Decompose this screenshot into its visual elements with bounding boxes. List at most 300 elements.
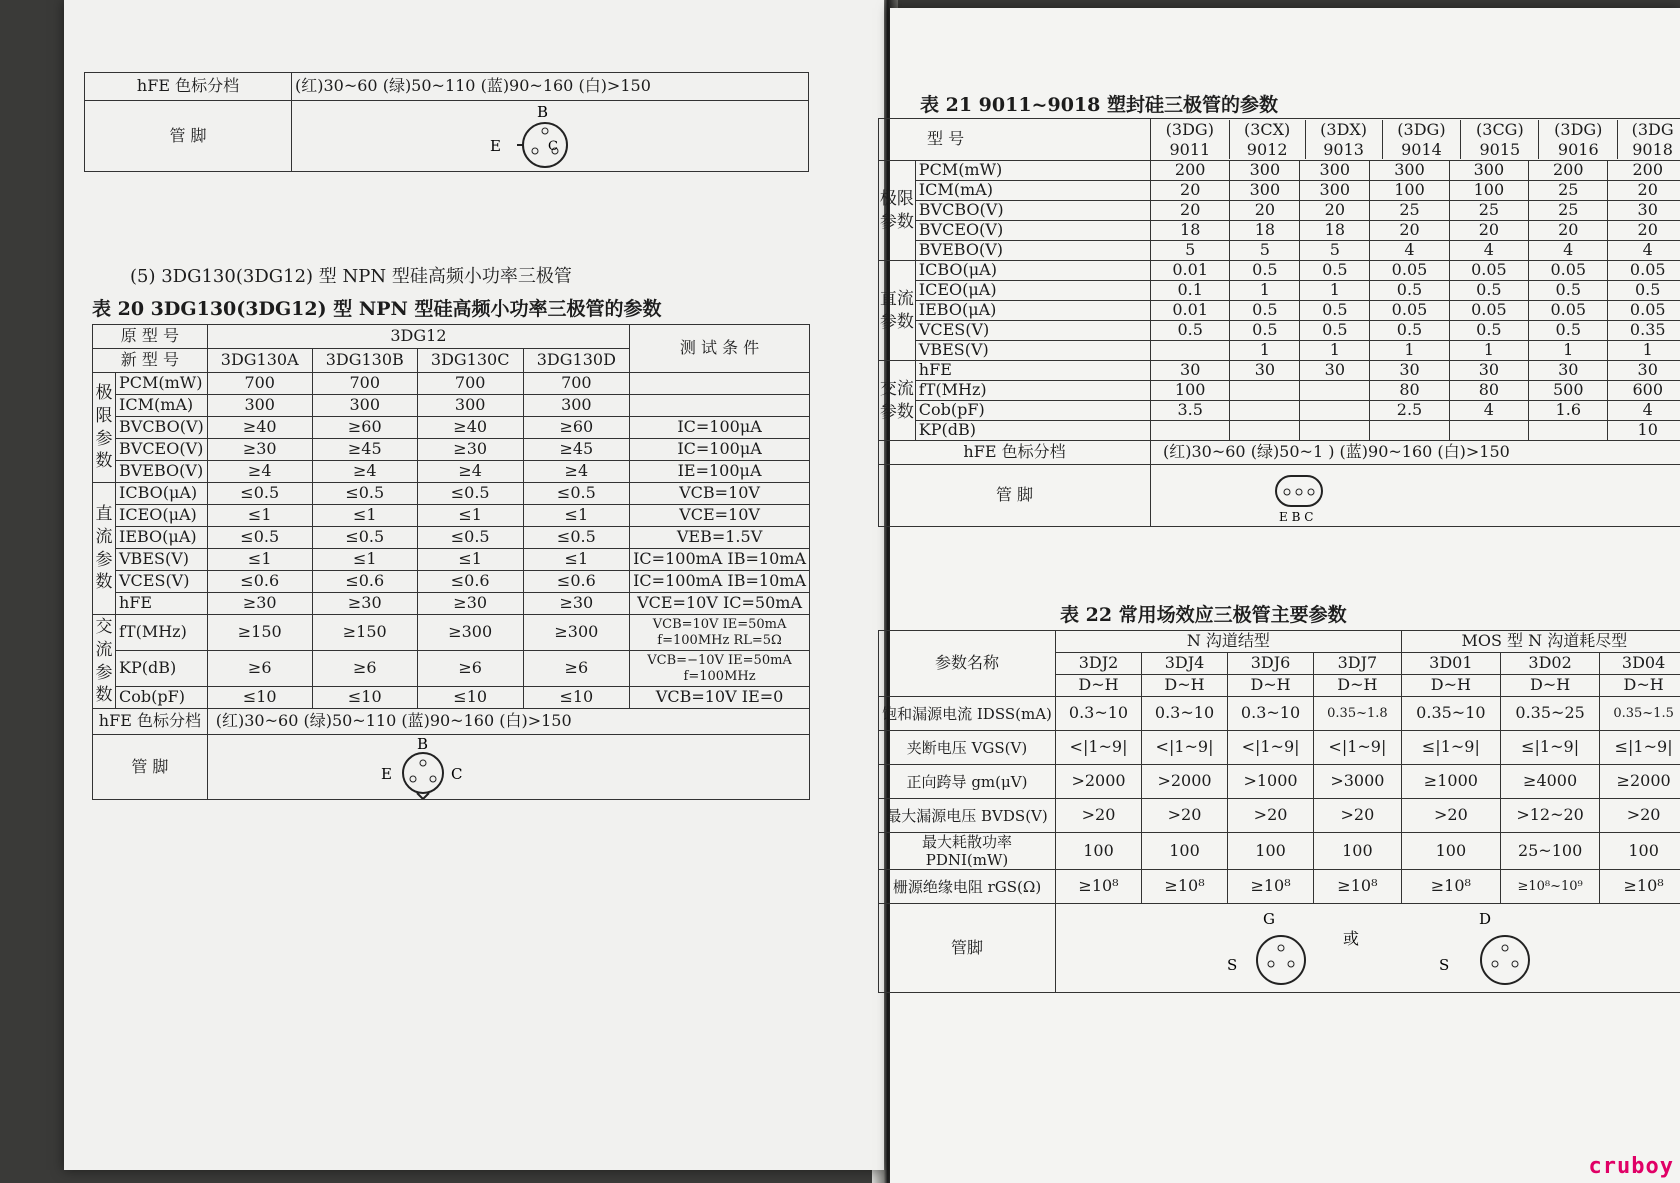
value-cell: 100 — [1600, 833, 1680, 870]
value-cell: >20 — [1056, 799, 1142, 833]
value-cell: ≤|1~9| — [1600, 731, 1680, 765]
value-cell: ≤|1~9| — [1500, 731, 1599, 765]
pin-d-label: D — [1479, 910, 1492, 928]
top-continuation-table — [84, 72, 809, 172]
value-cell: ≤0.6 — [312, 571, 417, 593]
param-cell: 正向跨导 gm(μV) — [879, 765, 1056, 799]
value-cell: 0.5 — [1449, 281, 1528, 301]
pin-s-label: S — [1227, 956, 1238, 974]
section-5-heading: (5) 3DG130(3DG12) 型 NPN 型硅高频小功率三极管 — [130, 266, 572, 287]
param-cell: fT(MHz) — [915, 381, 1150, 401]
value-cell: 4 — [1608, 241, 1680, 261]
band-cell: D~H — [1142, 675, 1228, 697]
param-cell: KP(dB) — [116, 651, 208, 687]
value-cell: 0.5 — [1300, 321, 1370, 341]
model-number: 9016 — [1557, 139, 1599, 159]
value-cell: 100 — [1449, 181, 1528, 201]
value-cell: 4 — [1608, 401, 1680, 421]
model-alt-name: (3DG) — [1554, 120, 1603, 140]
pin-diagram-table20 — [211, 735, 731, 799]
pin-s-label: S — [1439, 956, 1450, 974]
value-cell — [1529, 421, 1608, 441]
value-cell: 0.05 — [1370, 261, 1449, 281]
value-cell: 0.5 — [1529, 321, 1608, 341]
table-row — [93, 651, 810, 687]
condition-cell: VCB=10V IE=0 — [630, 687, 810, 709]
value-cell: 700 — [207, 373, 312, 395]
value-cell: 100 — [1151, 381, 1230, 401]
value-cell: ≤1 — [417, 549, 523, 571]
pins-label: 管 脚 — [85, 101, 292, 172]
value-cell: 0.5 — [1300, 301, 1370, 321]
value-cell: ≥30 — [417, 593, 523, 615]
band-cell: D~H — [1228, 675, 1314, 697]
value-cell — [1300, 381, 1370, 401]
or-label: 或 — [1343, 929, 1360, 948]
value-cell: 0.5 — [1230, 261, 1300, 281]
model-number: 9015 — [1479, 139, 1521, 159]
value-cell: ≥10⁸ — [1401, 870, 1500, 904]
condition-cell: VEB=1.5V — [630, 527, 810, 549]
table21-caption: 表 21 9011~9018 塑封硅三极管的参数 — [920, 94, 1278, 116]
condition-cell: VCB=10V IE=50mA f=100MHz RL=5Ω — [630, 615, 810, 651]
value-cell: 0.3~10 — [1056, 697, 1142, 731]
param-cell: BVCBO(V) — [915, 201, 1150, 221]
model-header — [1618, 120, 1680, 158]
model-number: 9014 — [1401, 139, 1442, 159]
param-cell: Cob(pF) — [116, 687, 208, 709]
value-cell: 1 — [1300, 281, 1370, 301]
table22-caption: 表 22 常用场效应三极管主要参数 — [1060, 604, 1347, 626]
condition-cell — [630, 373, 810, 395]
value-cell: ≥30 — [523, 593, 630, 615]
value-cell: 4 — [1370, 241, 1449, 261]
value-cell: ≥4 — [312, 461, 417, 483]
table22-body — [879, 697, 1680, 904]
value-cell: ≤1 — [312, 549, 417, 571]
value-cell: ≤0.5 — [523, 527, 630, 549]
value-cell: ≤0.5 — [312, 483, 417, 505]
old-model-label: 原 型 号 — [93, 325, 208, 349]
model-number: 9011 — [1169, 139, 1211, 159]
value-cell: ≤10 — [417, 687, 523, 709]
value-cell: 0.01 — [1151, 301, 1230, 321]
value-cell: 0.05 — [1529, 301, 1608, 321]
value-cell: 20 — [1608, 181, 1680, 201]
model-header: 3DG130C — [417, 349, 523, 373]
value-cell: <|1~9| — [1228, 731, 1314, 765]
value-cell: 200 — [1608, 161, 1680, 181]
condition-cell — [630, 395, 810, 417]
table-row — [879, 181, 1680, 201]
condition-cell: IE=100μA — [630, 461, 810, 483]
value-cell: 25 — [1529, 181, 1608, 201]
value-cell: 0.5 — [1300, 261, 1370, 281]
value-cell: 600 — [1608, 381, 1680, 401]
param-cell: IEBO(μA) — [915, 301, 1150, 321]
condition-cell: IC=100μA — [630, 417, 810, 439]
value-cell: <|1~9| — [1142, 731, 1228, 765]
value-cell: ≤1 — [523, 505, 630, 527]
table20 — [92, 324, 810, 800]
param-cell: PCM(mW) — [915, 161, 1150, 181]
model-alt-name: (3CX) — [1244, 120, 1291, 140]
value-cell: 2.5 — [1370, 401, 1449, 421]
value-cell — [1151, 341, 1230, 361]
section-label: 交流参数 — [879, 361, 916, 441]
value-cell: 300 — [1370, 161, 1449, 181]
param-cell: BVCEO(V) — [915, 221, 1150, 241]
param-cell: IEBO(μA) — [116, 527, 208, 549]
model-header — [1382, 120, 1461, 158]
value-cell: 0.05 — [1370, 301, 1449, 321]
value-cell: 700 — [417, 373, 523, 395]
value-cell: ≤0.5 — [417, 527, 523, 549]
value-cell: ≤1 — [523, 549, 630, 571]
table-row — [879, 381, 1680, 401]
hfe-values: (红)30~60 (绿)50~110 (蓝)90~160 (白)>150 — [207, 709, 809, 735]
value-cell: 0.5 — [1529, 281, 1608, 301]
value-cell: ≤0.6 — [523, 571, 630, 593]
value-cell: 10 — [1608, 421, 1680, 441]
value-cell: 30 — [1151, 361, 1230, 381]
table-row — [879, 361, 1680, 381]
value-cell: 0.05 — [1608, 301, 1680, 321]
value-cell: 0.5 — [1151, 321, 1230, 341]
group-mos: MOS 型 N 沟道耗尽型 — [1401, 631, 1680, 653]
model-header — [1461, 120, 1539, 158]
model-header: 3DJ7 — [1314, 653, 1402, 675]
value-cell: 0.5 — [1230, 321, 1300, 341]
table-row — [879, 697, 1680, 731]
value-cell: 18 — [1230, 221, 1300, 241]
table-row — [879, 401, 1680, 421]
model-header — [1305, 120, 1382, 158]
param-cell: ICEO(μA) — [116, 505, 208, 527]
param-cell: ICBO(μA) — [915, 261, 1150, 281]
value-cell: 100 — [1056, 833, 1142, 870]
model-alt-name: (3DX) — [1320, 120, 1368, 140]
value-cell: 0.1 — [1151, 281, 1230, 301]
value-cell: 1.6 — [1529, 401, 1608, 421]
value-cell: 1 — [1449, 341, 1528, 361]
table-row — [93, 505, 810, 527]
band-cell: D~H — [1600, 675, 1680, 697]
value-cell — [1449, 421, 1528, 441]
value-cell: ≥30 — [207, 593, 312, 615]
condition-cell: VCE=10V — [630, 505, 810, 527]
param-cell: hFE — [915, 361, 1150, 381]
value-cell: ≥10⁸ — [1056, 870, 1142, 904]
table-row — [93, 483, 810, 505]
value-cell: ≤0.6 — [417, 571, 523, 593]
model-header: 3DJ2 — [1056, 653, 1142, 675]
value-cell: 20 — [1529, 221, 1608, 241]
table-row — [879, 731, 1680, 765]
value-cell: 30 — [1529, 361, 1608, 381]
table-row — [93, 593, 810, 615]
value-cell: 100 — [1314, 833, 1402, 870]
table-row — [93, 615, 810, 651]
table-row — [879, 201, 1680, 221]
test-conditions-label: 测 试 条 件 — [630, 325, 810, 373]
hfe-label: hFE 色标分档 — [85, 73, 292, 101]
value-cell: ≥60 — [523, 417, 630, 439]
left-page — [64, 0, 884, 1170]
value-cell: >20 — [1401, 799, 1500, 833]
band-cell: D~H — [1401, 675, 1500, 697]
value-cell: >2000 — [1142, 765, 1228, 799]
table-row — [93, 571, 810, 593]
value-cell: 3.5 — [1151, 401, 1230, 421]
pin-diagram-table22 — [1059, 904, 1679, 992]
param-cell: VBES(V) — [915, 341, 1150, 361]
model-label: 型 号 — [879, 119, 1151, 161]
value-cell: 0.5 — [1230, 301, 1300, 321]
value-cell: 20 — [1370, 221, 1449, 241]
param-cell: BVCBO(V) — [116, 417, 208, 439]
value-cell: 0.5 — [1370, 281, 1449, 301]
value-cell: 18 — [1300, 221, 1370, 241]
model-number: 9018 — [1632, 139, 1673, 159]
table-row — [93, 373, 810, 395]
value-cell: 200 — [1151, 161, 1230, 181]
section-label: 直流参数 — [879, 261, 916, 361]
value-cell: 5 — [1230, 241, 1300, 261]
value-cell: 300 — [523, 395, 630, 417]
value-cell: 0.01 — [1151, 261, 1230, 281]
condition-cell: IC=100μA — [630, 439, 810, 461]
table-row — [879, 261, 1680, 281]
value-cell: 700 — [523, 373, 630, 395]
model-alt-name: (3CG) — [1476, 120, 1524, 140]
param-cell: 夹断电压 VGS(V) — [879, 731, 1056, 765]
pin-b-label: B — [537, 103, 549, 121]
param-cell: ICEO(μA) — [915, 281, 1150, 301]
value-cell: ≥30 — [417, 439, 523, 461]
param-cell: KP(dB) — [915, 421, 1150, 441]
value-cell: 300 — [312, 395, 417, 417]
value-cell: ≥300 — [417, 615, 523, 651]
value-cell: ≥1000 — [1401, 765, 1500, 799]
value-cell: 1 — [1529, 341, 1608, 361]
value-cell: 30 — [1300, 361, 1370, 381]
table-row — [879, 833, 1680, 870]
value-cell: ≤0.5 — [417, 483, 523, 505]
value-cell: 4 — [1449, 241, 1528, 261]
value-cell: 5 — [1151, 241, 1230, 261]
value-cell: 0.05 — [1449, 301, 1528, 321]
value-cell: ≥60 — [312, 417, 417, 439]
value-cell: ≥30 — [207, 439, 312, 461]
table20-caption: 表 20 3DG130(3DG12) 型 NPN 型硅高频小功率三极管的参数 — [92, 298, 662, 320]
value-cell: ≤0.5 — [207, 483, 312, 505]
value-cell: 0.35~1.8 — [1314, 697, 1402, 731]
condition-cell: VCB=−10V IE=50mA f=100MHz — [630, 651, 810, 687]
value-cell: ≥10⁸ — [1600, 870, 1680, 904]
value-cell: 0.05 — [1529, 261, 1608, 281]
value-cell: 1 — [1230, 281, 1300, 301]
pin-b-label: B — [416, 735, 428, 753]
param-cell: BVEBO(V) — [915, 241, 1150, 261]
value-cell: 300 — [1300, 181, 1370, 201]
value-cell: <|1~9| — [1056, 731, 1142, 765]
value-cell: ≥45 — [523, 439, 630, 461]
value-cell: 1 — [1608, 341, 1680, 361]
model-header: 3DG130D — [523, 349, 630, 373]
model-header — [1229, 120, 1305, 158]
value-cell: 20 — [1608, 221, 1680, 241]
band-cell: D~H — [1056, 675, 1142, 697]
value-cell: ≤0.5 — [523, 483, 630, 505]
hfe-values: (红)30~60 (绿)50~110 (蓝)90~160 (白)>150 — [292, 73, 809, 101]
model-header-row — [1151, 120, 1680, 158]
value-cell: 0.3~10 — [1228, 697, 1314, 731]
table-row — [93, 417, 810, 439]
pin-diagram-table21 — [1154, 466, 1354, 526]
value-cell: 20 — [1300, 201, 1370, 221]
old-model-value: 3DG12 — [207, 325, 629, 349]
value-cell: 1 — [1230, 341, 1300, 361]
value-cell: 0.5 — [1370, 321, 1449, 341]
value-cell: 20 — [1151, 181, 1230, 201]
param-cell: VCES(V) — [915, 321, 1150, 341]
value-cell: 1 — [1300, 341, 1370, 361]
pin-e-label: E — [490, 137, 501, 155]
value-cell: >12~20 — [1500, 799, 1599, 833]
table-row — [93, 527, 810, 549]
value-cell: 0.35~10 — [1401, 697, 1500, 731]
value-cell: ≥10⁸ — [1228, 870, 1314, 904]
table-row — [879, 301, 1680, 321]
value-cell: ≤1 — [207, 549, 312, 571]
param-cell: fT(MHz) — [116, 615, 208, 651]
hfe-label: hFE 色标分档 — [879, 441, 1151, 465]
table-row — [879, 161, 1680, 181]
value-cell: 80 — [1449, 381, 1528, 401]
table21 — [878, 118, 1680, 527]
value-cell: 100 — [1401, 833, 1500, 870]
value-cell: 100 — [1370, 181, 1449, 201]
param-cell: hFE — [116, 593, 208, 615]
model-header — [1539, 120, 1618, 158]
value-cell: >20 — [1314, 799, 1402, 833]
table-row — [879, 281, 1680, 301]
value-cell: ≤10 — [312, 687, 417, 709]
model-alt-name: (3DG — [1631, 120, 1674, 140]
value-cell: 300 — [1230, 161, 1300, 181]
pin-ebc-label: E B C — [1279, 509, 1314, 524]
value-cell: ≥6 — [417, 651, 523, 687]
table-row — [879, 221, 1680, 241]
value-cell: 18 — [1151, 221, 1230, 241]
group-n-junction: N 沟道结型 — [1056, 631, 1402, 653]
pin-g-label: G — [1263, 910, 1275, 928]
param-cell: ICM(mA) — [116, 395, 208, 417]
section-label: 直流参数 — [93, 483, 116, 615]
table22 — [878, 630, 1680, 993]
value-cell: ≥6 — [312, 651, 417, 687]
section-label: 极限参数 — [93, 373, 116, 483]
value-cell: 100 — [1142, 833, 1228, 870]
value-cell: ≥300 — [523, 615, 630, 651]
value-cell: 0.35 — [1608, 321, 1680, 341]
value-cell: ≥40 — [417, 417, 523, 439]
value-cell — [1230, 401, 1300, 421]
value-cell: 30 — [1449, 361, 1528, 381]
value-cell: ≤10 — [207, 687, 312, 709]
section-label: 交流参数 — [93, 615, 116, 709]
table-row — [93, 395, 810, 417]
value-cell — [1230, 421, 1300, 441]
value-cell: ≥10⁸ — [1142, 870, 1228, 904]
model-header: 3D01 — [1401, 653, 1500, 675]
value-cell: 30 — [1608, 201, 1680, 221]
model-number: 9013 — [1323, 139, 1364, 159]
value-cell: ≥45 — [312, 439, 417, 461]
value-cell: 500 — [1529, 381, 1608, 401]
param-cell: BVEBO(V) — [116, 461, 208, 483]
value-cell: >3000 — [1314, 765, 1402, 799]
table-row — [879, 870, 1680, 904]
condition-cell: VCB=10V — [630, 483, 810, 505]
value-cell: >20 — [1600, 799, 1680, 833]
hfe-label: hFE 色标分档 — [93, 709, 208, 735]
value-cell: 0.5 — [1608, 281, 1680, 301]
watermark-text: cruboy — [1588, 1154, 1674, 1179]
param-name-label: 参数名称 — [879, 631, 1056, 697]
value-cell: 20 — [1230, 201, 1300, 221]
param-cell: ICM(mA) — [915, 181, 1150, 201]
pin-e-label: E — [380, 765, 392, 783]
table-row — [93, 687, 810, 709]
param-cell: 饱和漏源电流 IDSS(mA) — [879, 697, 1056, 731]
value-cell: ≥4 — [417, 461, 523, 483]
model-number: 9012 — [1246, 139, 1288, 159]
value-cell — [1230, 381, 1300, 401]
param-cell: 最大耗散功率 PDNI(mW) — [879, 833, 1056, 870]
value-cell: ≤0.6 — [207, 571, 312, 593]
value-cell: ≤1 — [417, 505, 523, 527]
band-cell: D~H — [1500, 675, 1599, 697]
table-row — [93, 439, 810, 461]
value-cell: ≤|1~9| — [1401, 731, 1500, 765]
model-alt-name: (3DG) — [1397, 120, 1446, 140]
value-cell: >2000 — [1056, 765, 1142, 799]
value-cell: ≥4 — [207, 461, 312, 483]
table-row — [879, 765, 1680, 799]
value-cell: ≥40 — [207, 417, 312, 439]
pins-label: 管脚 — [879, 904, 1056, 993]
value-cell: ≥150 — [312, 615, 417, 651]
value-cell: 100 — [1228, 833, 1314, 870]
table20-body — [93, 373, 810, 709]
param-cell: Cob(pF) — [915, 401, 1150, 421]
pin-diagram-top — [295, 101, 715, 171]
section-label: 极限参数 — [879, 161, 916, 261]
value-cell: 5 — [1300, 241, 1370, 261]
table-row — [879, 341, 1680, 361]
value-cell: 0.5 — [1449, 321, 1528, 341]
model-header: 3DG130A — [207, 349, 312, 373]
param-cell: 最大漏源电压 BVDS(V) — [879, 799, 1056, 833]
value-cell: 80 — [1370, 381, 1449, 401]
value-cell: ≤0.5 — [312, 527, 417, 549]
value-cell: >20 — [1142, 799, 1228, 833]
value-cell: 300 — [1300, 161, 1370, 181]
pins-label: 管 脚 — [93, 735, 208, 800]
value-cell: ≥10⁸ — [1314, 870, 1402, 904]
